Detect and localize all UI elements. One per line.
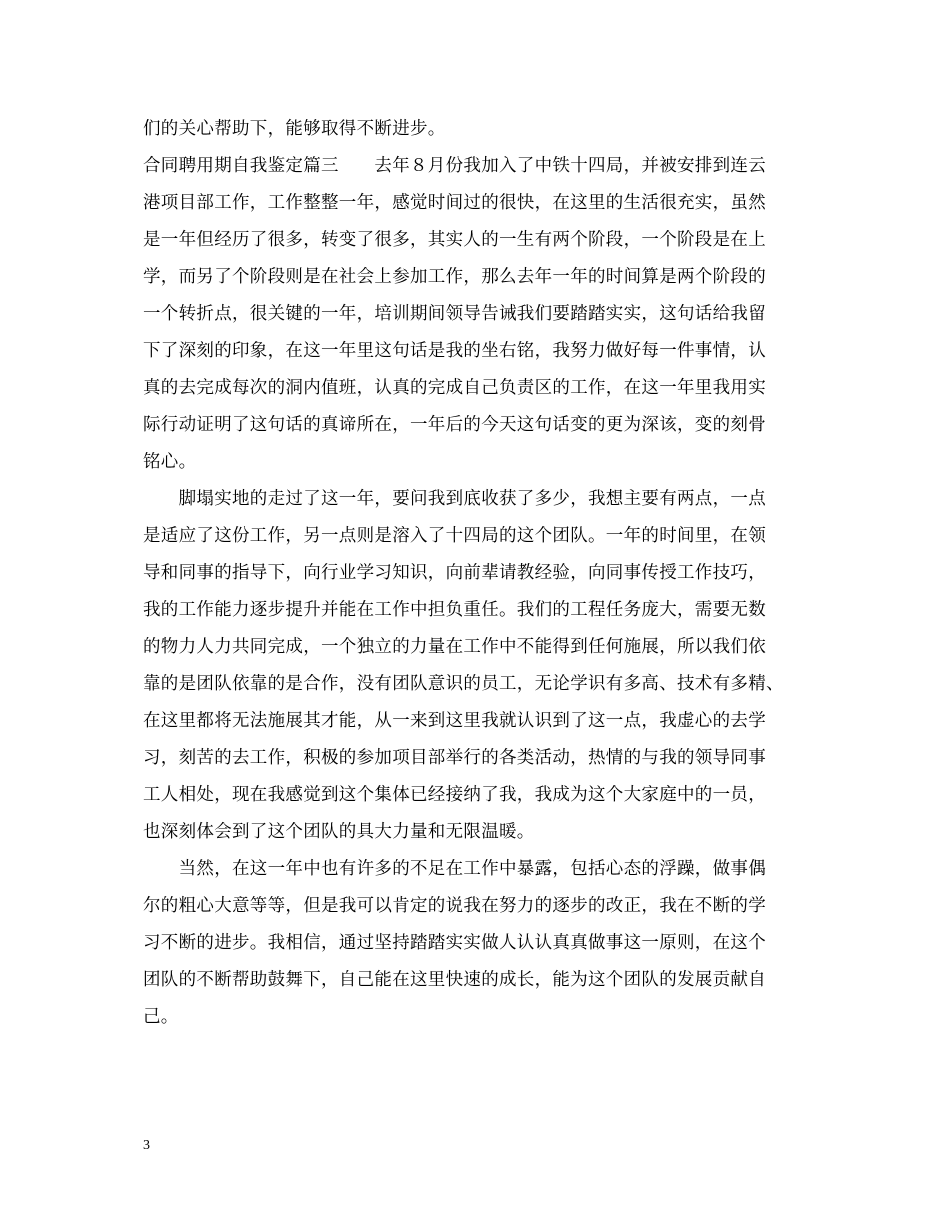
text-line: 工人相处，现在我感觉到这个集体已经接纳了我，我成为这个大家庭中的一员， [143, 785, 766, 805]
text-line: 习不断的进步。我相信，通过坚持踏踏实实做人认认真真做事这一原则，在这个 [143, 933, 766, 953]
text-line: 铭心。 [143, 452, 197, 472]
text-line: 们的关心帮助下，能够取得不断进步。 [143, 119, 446, 139]
text-line: 当然，在这一年中也有许多的不足在工作中暴露，包括心态的浮躁，做事偶 [143, 859, 766, 879]
text-line: 是一年但经历了很多，转变了很多，其实人的一生有两个阶段，一个阶段是在上 [143, 230, 766, 250]
text-line: 习，刻苦的去工作，积极的参加项目部举行的各类活动，热情的与我的领导同事 [143, 748, 766, 768]
text-line: 己。 [143, 1007, 179, 1027]
text-line: 真的去完成每次的洞内值班，认真的完成自己负责区的工作，在这一年里我用实 [143, 378, 766, 398]
text-line: 团队的不断帮助鼓舞下，自己能在这里快速的成长，能为这个团队的发展贡献自 [143, 970, 766, 990]
text-line: 导和同事的指导下，向行业学习知识，向前辈请教经验，向同事传授工作技巧， [143, 563, 766, 583]
text-line: 脚塌实地的走过了这一年，要问我到底收获了多少，我想主要有两点，一点 [143, 489, 766, 509]
text-line: 在这里都将无法施展其才能，从一来到这里我就认识到了这一点，我虚心的去学 [143, 711, 766, 731]
text-line: 尔的粗心大意等等，但是我可以肯定的说我在努力的逐步的改正，我在不断的学 [143, 896, 766, 916]
text-line: 也深刻体会到了这个团队的具大力量和无限温暖。 [143, 822, 535, 842]
text-line: 我的工作能力逐步提升并能在工作中担负重任。我们的工程任务庞大，需要无数 [143, 600, 766, 620]
text-line: 是适应了这份工作，另一点则是溶入了十四局的这个团队。一年的时间里，在领 [143, 526, 766, 546]
text-line: 际行动证明了这句话的真谛所在，一年后的今天这句话变的更为深该，变的刻骨 [143, 415, 766, 435]
text-line: 合同聘用期自我鉴定篇三 去年８月份我加入了中铁十四局，并被安排到连云 [143, 156, 766, 176]
text-line: 的物力人力共同完成，一个独立的力量在工作中不能得到任何施展，所以我们依 [143, 637, 766, 657]
text-line: 靠的是团队依靠的是合作，没有团队意识的员工，无论学识有多高、技术有多精、 [143, 674, 784, 694]
text-line: 下了深刻的印象，在这一年里这句话是我的坐右铭，我努力做好每一件事情，认 [143, 341, 766, 361]
text-line: 一个转折点，很关键的一年，培训期间领导告诫我们要踏踏实实，这句话给我留 [143, 304, 766, 324]
text-line: 港项目部工作，工作整整一年，感觉时间过的很快，在这里的生活很充实，虽然 [143, 193, 766, 213]
text-line: 学，而另了个阶段则是在社会上参加工作，那么去年一年的时间算是两个阶段的 [143, 267, 766, 287]
page-number: 3 [143, 1138, 150, 1153]
